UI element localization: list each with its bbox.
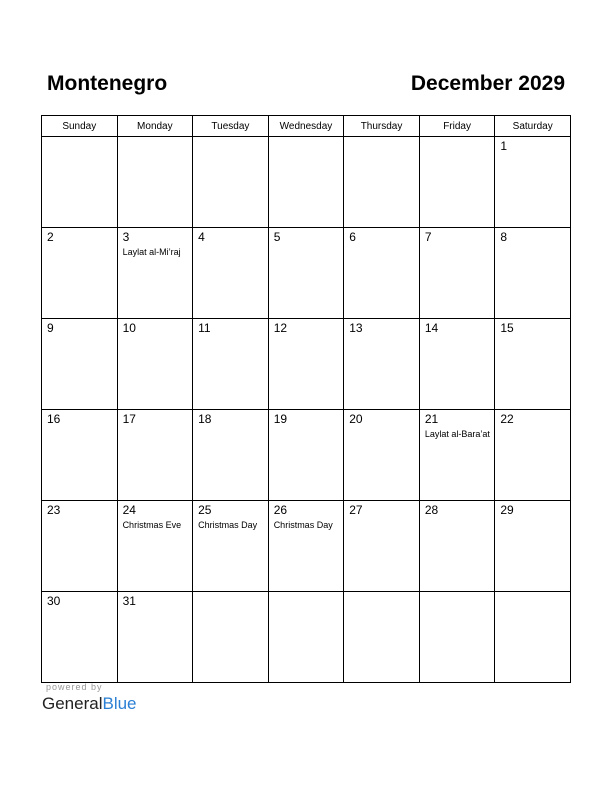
day-cell [42,228,118,319]
week-row [42,592,571,683]
day-cell [344,319,420,410]
day-cell [344,501,420,592]
day-number: 10 [122,321,136,335]
day-cell [193,592,269,683]
brand-blue: Blue [102,694,137,713]
day-cell [419,228,495,319]
day-number: 31 [122,594,136,608]
day-cell [117,319,193,410]
week-row [42,228,571,319]
week-row [42,137,571,228]
day-cell [268,410,344,501]
calendar-grid [41,115,571,683]
day-number: 20 [349,412,363,426]
week-row [42,319,571,410]
day-cell [268,137,344,228]
week-row [42,410,571,501]
day-cell [193,319,269,410]
weekday-monday: Monday [117,116,193,137]
day-number: 23 [47,503,61,517]
day-cell [268,228,344,319]
country-title: Montenegro [47,72,168,95]
day-cell [42,319,118,410]
day-number: 14 [424,321,439,335]
day-cell [42,410,118,501]
day-cell [419,319,495,410]
day-number: 9 [47,321,54,335]
brand-general: General [42,694,103,713]
day-number: 1 [500,139,508,153]
day-number: 12 [273,321,288,335]
day-cell [419,592,495,683]
day-number: 21 [424,412,439,426]
day-cell [495,501,571,592]
day-cell [42,137,118,228]
weekday-tuesday: Tuesday [193,116,269,137]
day-cell [495,319,571,410]
day-number: 7 [424,230,432,244]
day-cell [42,592,118,683]
day-cell [117,228,193,319]
day-cell [193,410,269,501]
day-cell [117,501,193,592]
day-cell [495,137,571,228]
day-cell [268,592,344,683]
day-number: 16 [47,412,61,426]
day-number: 28 [424,503,439,517]
day-number: 2 [47,230,54,244]
day-number: 15 [500,321,514,335]
day-number: 30 [47,594,61,608]
day-number: 4 [198,230,205,244]
holiday-label: Laylat al-Bara’at [424,429,490,439]
day-cell [344,137,420,228]
day-number: 29 [500,503,514,517]
day-cell [268,501,344,592]
day-number: 13 [349,321,363,335]
day-cell [193,137,269,228]
weekday-friday: Friday [419,116,495,137]
day-cell [495,592,571,683]
weekday-wednesday: Wednesday [268,116,344,137]
day-number: 26 [273,503,288,517]
holiday-label: Christmas Eve [122,520,182,530]
day-number: 6 [349,230,356,244]
day-cell [117,410,193,501]
day-number: 8 [500,230,508,244]
week-row [42,501,571,592]
month-year-title: December 2029 [410,72,565,95]
day-cell [495,410,571,501]
weekday-sunday: Sunday [42,116,118,137]
day-number: 11 [198,321,211,335]
day-cell [193,501,269,592]
day-cell [268,319,344,410]
day-cell [117,592,193,683]
holiday-label: Christmas Day [198,520,258,530]
holiday-label: Christmas Day [273,520,333,530]
weekday-header-row [42,116,571,137]
day-cell [42,501,118,592]
day-number: 19 [273,412,288,426]
weekday-thursday: Thursday [344,116,420,137]
holiday-label: Laylat al-Mi’raj [122,247,181,257]
day-number: 17 [122,412,136,426]
day-cell [344,228,420,319]
day-cell [193,228,269,319]
powered-by-text: powered by [46,682,103,692]
day-number: 22 [500,412,514,426]
day-number: 5 [273,230,281,244]
day-number: 25 [198,503,212,517]
weekday-saturday: Saturday [495,116,571,137]
generalblue-logo[interactable] [42,694,137,714]
day-cell [419,137,495,228]
day-cell [419,501,495,592]
day-number: 27 [349,503,363,517]
day-number: 18 [198,412,212,426]
day-cell [344,410,420,501]
day-number: 3 [122,230,130,244]
day-cell [495,228,571,319]
day-cell [117,137,193,228]
day-number: 24 [122,503,136,517]
day-cell [344,592,420,683]
day-cell [419,410,495,501]
